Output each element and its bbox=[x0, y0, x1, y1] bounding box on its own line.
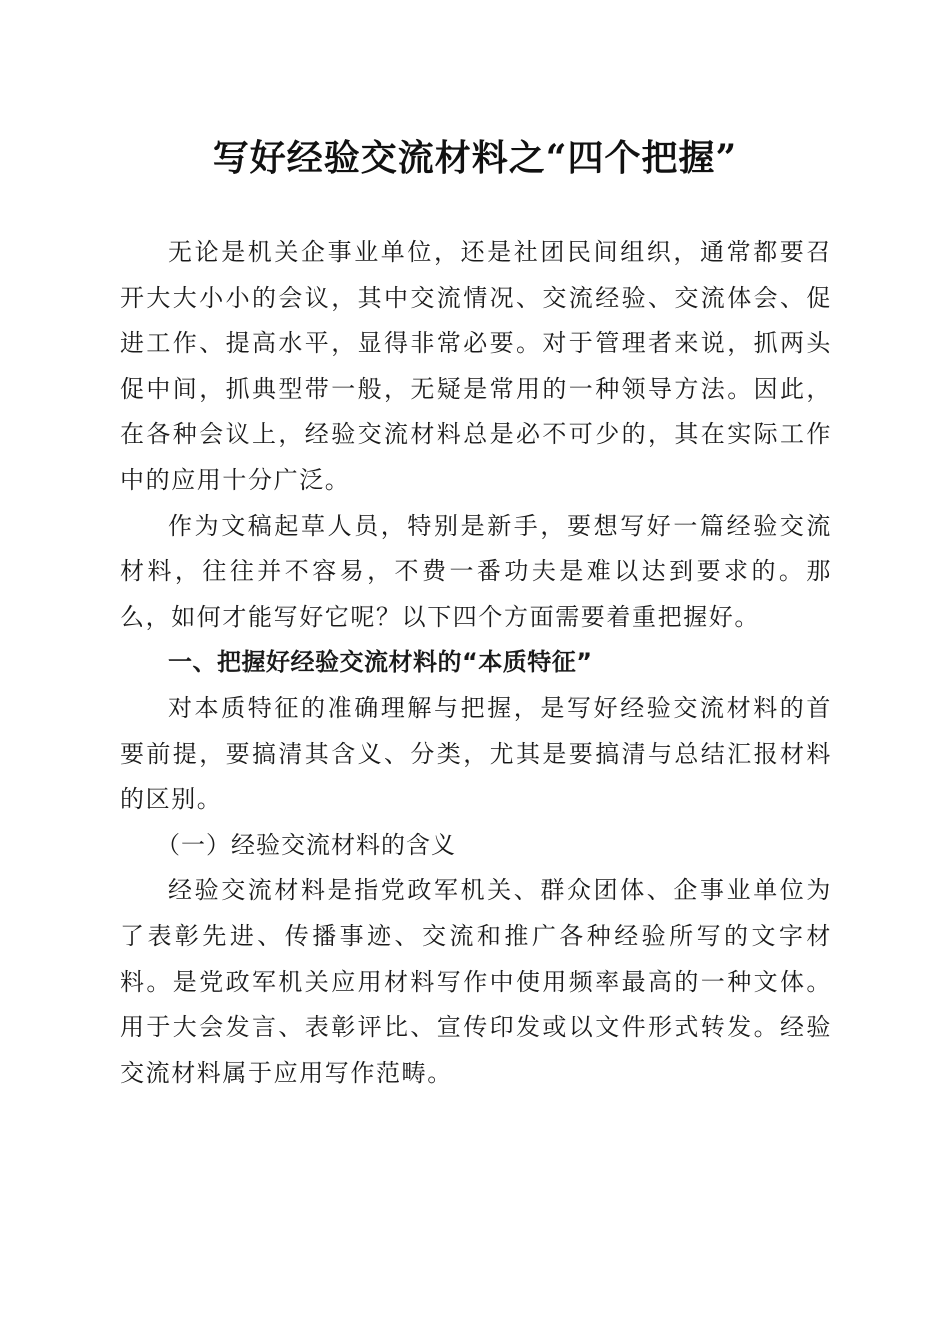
document-title: 写好经验交流材料之“四个把握” bbox=[212, 137, 738, 179]
section-heading-1: 一、把握好经验交流材料的“本质特征” bbox=[168, 648, 593, 677]
paragraph-drafter: 作为文稿起草人员，特别是新手，要想写好一篇经验交流材料，往往并不容易，不费一番功夫是难以达到要求的。那么，如何才能写好它呢？以下四个方面需要着重把握好。 bbox=[120, 511, 832, 631]
paragraph-intro: 无论是机关企事业单位，还是社团民间组织，通常都要召开大大小小的会议，其中交流情况、交流经验、交流体会、促进工作、提高水平，显得非常必要。对于管理者来说，抓两头促中间，抓典型带一般，无疑是常用的一种领导方法。因此，在各种会议上，经验交流材料总是必不可少的，其在实际工作中的应用十分广泛。 bbox=[120, 238, 832, 494]
document-body bbox=[120, 230, 832, 1096]
subsection-1-text: 经验交流材料是指党政军机关、群众团体、企事业单位为了表彰先进、传播事迹、交流和推广各种经验所写的文字材料。是党政军机关应用材料写作中使用频率最高的一种文体。用于大会发言、表彰评比、宣传印发或以文件形式转发。经验交流材料属于应用写作范畴。 bbox=[120, 876, 832, 1087]
subsection-heading-1: （一）经验交流材料的含义 bbox=[156, 830, 456, 859]
section-1-intro: 对本质特征的准确理解与把握，是写好经验交流材料的首要前提，要搞清其含义、分类，尤其是要搞清与总结汇报材料的区别。 bbox=[120, 693, 832, 814]
